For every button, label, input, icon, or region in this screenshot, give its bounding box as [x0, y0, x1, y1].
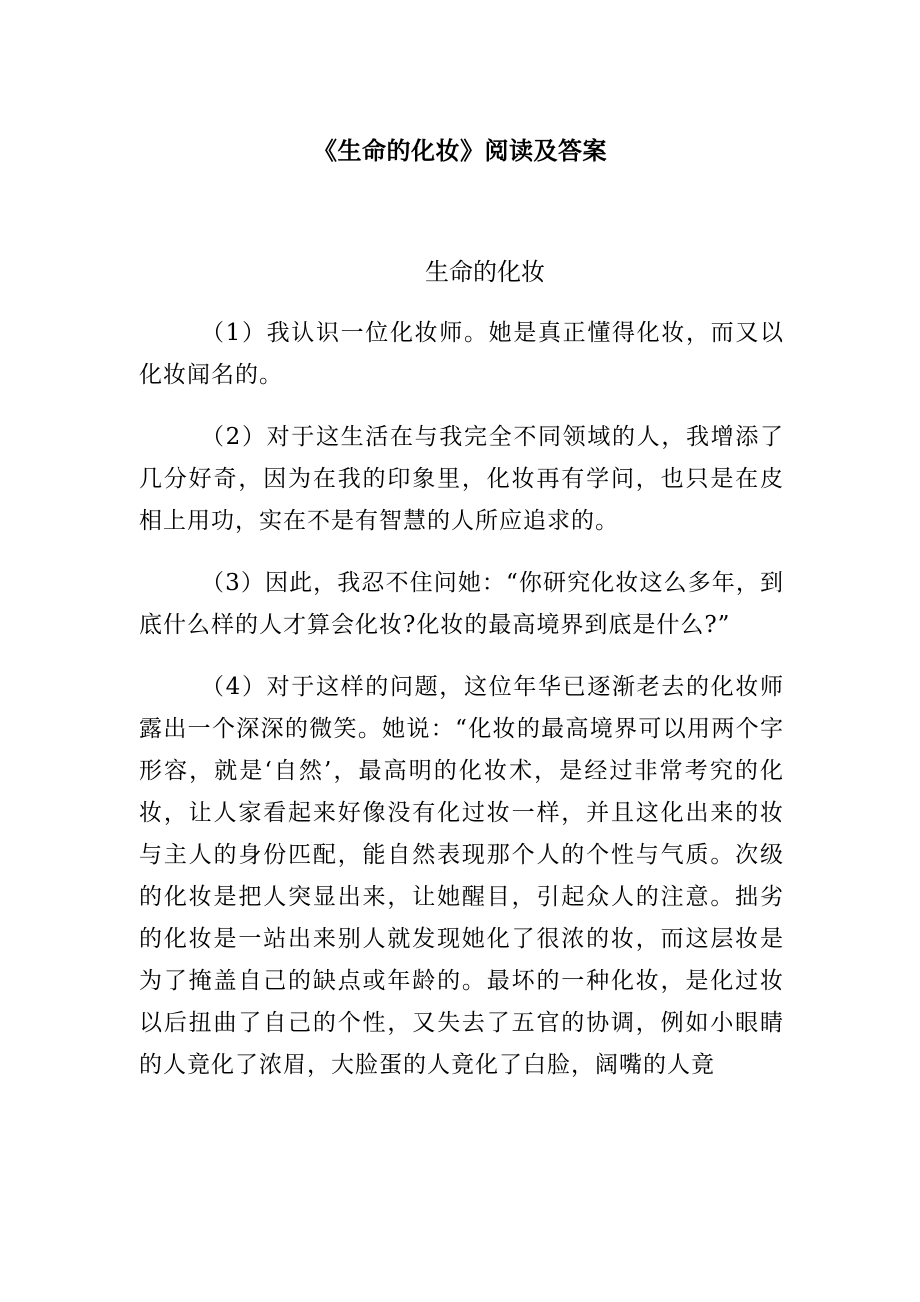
document-title: 《生命的化妆》阅读及答案	[313, 136, 607, 165]
paragraph-4: （4）对于这样的问题，这位年华已逐渐老去的化妆师露出一个深深的微笑。她说：“化妆的最高境界可以用两个字形容，就是‘自然’，最高明的化妆术，是经过非常考究的化妆，让人家看起来好像没有化过妆一样，并且这化出来的妆与主人的身份匹配，能自然表现那个人的个性与气质。次级的化妆是把人突显出来，让她醒目，引起众人的注意。拙劣的化妆是一站出来别人就发现她化了很浓的妆，而这层妆是为了掩盖自己的缺点或年龄的。最坏的一种化妆，是化过妆以后扭曲了自己的个性，又失去了五官的协调，例如小眼睛的人竟化了浓眉，大脸蛋的人竟化了白脸，阔嘴的人竟	[139, 674, 784, 1078]
article-body	[139, 312, 784, 1106]
paragraph-1: （1）我认识一位化妆师。她是真正懂得化妆，而又以化妆闻名的。	[139, 320, 784, 388]
article-title: 生命的化妆	[425, 258, 545, 286]
paragraph-3: （3）因此，我忍不住问她：“你研究化妆这么多年，到底什么样的人才算会化妆?化妆的最高境界到底是什么?”	[139, 570, 784, 638]
paragraph-2: （2）对于这生活在与我完全不同领域的人，我增添了几分好奇，因为在我的印象里，化妆再有学问，也只是在皮相上用功，实在不是有智慧的人所应追求的。	[139, 424, 784, 534]
